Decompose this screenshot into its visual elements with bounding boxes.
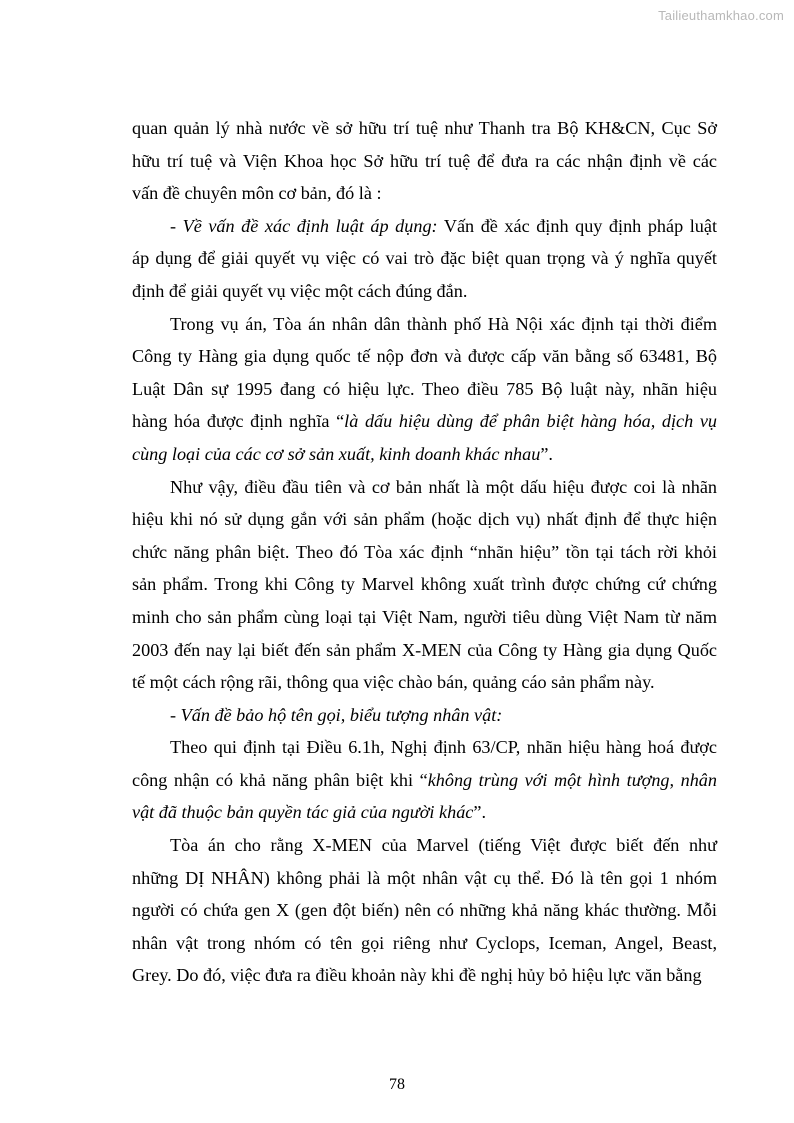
text-run: áp dụng để giải quyết vụ việc có vai trò đặc biệt quan trọng và ý nghĩa quyết bbox=[132, 248, 717, 269]
text-line bbox=[132, 112, 717, 145]
italic-text-run: vật đã thuộc bản quyền tác giả của người khác bbox=[132, 802, 474, 823]
text-line bbox=[132, 242, 717, 275]
text-run: hàng hóa được định nghĩa “ bbox=[132, 411, 345, 432]
paragraph bbox=[132, 699, 717, 732]
italic-text-run: là dấu hiệu dùng để phân biệt hàng hóa, dịch vụ bbox=[344, 411, 717, 432]
paragraph bbox=[132, 210, 717, 308]
text-line bbox=[132, 471, 717, 504]
text-line bbox=[132, 536, 717, 569]
text-run: tế một cách rộng rãi, thông qua việc chào bán, quảng cáo sản phẩm này. bbox=[132, 672, 655, 693]
text-run: hữu trí tuệ và Viện Khoa học Sở hữu trí tuệ để đưa ra các nhận định về các bbox=[132, 150, 717, 171]
text-run: quan quản lý nhà nước về sở hữu trí tuệ như Thanh tra Bộ KH&CN, Cục Sở bbox=[132, 118, 717, 138]
document-body bbox=[132, 112, 717, 992]
text-line bbox=[132, 959, 717, 992]
text-line bbox=[132, 405, 717, 438]
text-run: Trong vụ án, Tòa án nhân dân thành phố Hà Nội xác định tại thời điểm bbox=[170, 313, 717, 334]
text-run: minh cho sản phẩm cùng loại tại Việt Nam, người tiêu dùng Việt Nam từ năm bbox=[132, 606, 717, 627]
text-run: Vấn đề xác định quy định pháp luật bbox=[437, 215, 717, 236]
italic-text-run: cùng loại của các cơ sở sản xuất, kinh doanh khác nhau bbox=[132, 443, 541, 464]
paragraph bbox=[132, 471, 717, 699]
text-line bbox=[132, 764, 717, 797]
text-line bbox=[132, 927, 717, 960]
text-line bbox=[132, 699, 717, 732]
text-run: nhân vật trong nhóm có tên gọi riêng như Cyclops, Iceman, Angel, Beast, bbox=[132, 932, 717, 953]
text-line bbox=[132, 503, 717, 536]
watermark-text: Tailieuthamkhao.com bbox=[658, 8, 784, 23]
text-line bbox=[132, 634, 717, 667]
text-line bbox=[132, 145, 717, 178]
text-line bbox=[132, 340, 717, 373]
text-run: Grey. Do đó, việc đưa ra điều khoản này khi đề nghị hủy bỏ hiệu lực văn bằng bbox=[132, 965, 702, 986]
text-line bbox=[132, 796, 717, 829]
text-run: hiệu khi nó sử dụng gắn với sản phẩm (hoặc dịch vụ) nhất định để thực hiện bbox=[132, 509, 717, 530]
text-line bbox=[132, 177, 717, 210]
text-line bbox=[132, 601, 717, 634]
text-line bbox=[132, 862, 717, 895]
text-line bbox=[132, 438, 717, 471]
text-run: Luật Dân sự 1995 đang có hiệu lực. Theo điều 785 Bộ luật này, nhãn hiệu bbox=[132, 378, 717, 399]
text-run: những DỊ NHÂN) không phải là một nhân vật cụ thể. Đó là tên gọi 1 nhóm bbox=[132, 867, 717, 888]
text-run: người có chứa gen X (gen đột biến) nên có những khả năng khác thường. Mỗi bbox=[132, 900, 717, 921]
text-run: 2003 đến nay lại biết đến sản phẩm X-MEN của Công ty Hàng gia dụng Quốc bbox=[132, 639, 717, 660]
paragraph bbox=[132, 308, 717, 471]
italic-text-run: Vấn đề bảo hộ tên gọi, biểu tượng nhân vật: bbox=[180, 704, 503, 725]
text-line bbox=[132, 829, 717, 862]
text-line bbox=[132, 568, 717, 601]
text-run: - bbox=[170, 215, 183, 236]
text-run: sản phẩm. Trong khi Công ty Marvel không xuất trình được chứng cứ chứng bbox=[132, 574, 717, 595]
page-number: 78 bbox=[389, 1076, 405, 1093]
italic-text-run: Về vấn đề xác định luật áp dụng: bbox=[182, 215, 438, 236]
text-run: - bbox=[170, 704, 181, 725]
text-line bbox=[132, 373, 717, 406]
text-line bbox=[132, 275, 717, 308]
text-line bbox=[132, 731, 717, 764]
paragraph bbox=[132, 731, 717, 829]
text-line bbox=[132, 666, 717, 699]
text-run: vấn đề chuyên môn cơ bản, đó là : bbox=[132, 183, 382, 204]
text-run: định để giải quyết vụ việc một cách đúng đắn. bbox=[132, 280, 468, 301]
italic-text-run: không trùng với một hình tượng, nhân bbox=[427, 769, 717, 790]
text-run: Tòa án cho rằng X-MEN của Marvel (tiếng Việt được biết đến như bbox=[170, 835, 717, 856]
text-run: Như vậy, điều đầu tiên và cơ bản nhất là một dấu hiệu được coi là nhãn bbox=[170, 476, 717, 497]
text-run: ”. bbox=[540, 443, 553, 464]
text-run: ”. bbox=[473, 802, 486, 823]
text-line bbox=[132, 308, 717, 341]
text-run: chức năng phân biệt. Theo đó Tòa xác định “nhãn hiệu” tồn tại tách rời khỏi bbox=[132, 541, 717, 562]
paragraph bbox=[132, 829, 717, 992]
text-run: Theo qui định tại Điều 6.1h, Nghị định 63/CP, nhãn hiệu hàng hoá được bbox=[170, 737, 717, 758]
text-line bbox=[132, 894, 717, 927]
text-line bbox=[132, 210, 717, 243]
text-run: công nhận có khả năng phân biệt khi “ bbox=[132, 769, 428, 790]
paragraph bbox=[132, 112, 717, 210]
text-run: Công ty Hàng gia dụng quốc tế nộp đơn và được cấp văn bằng số 63481, Bộ bbox=[132, 346, 717, 367]
